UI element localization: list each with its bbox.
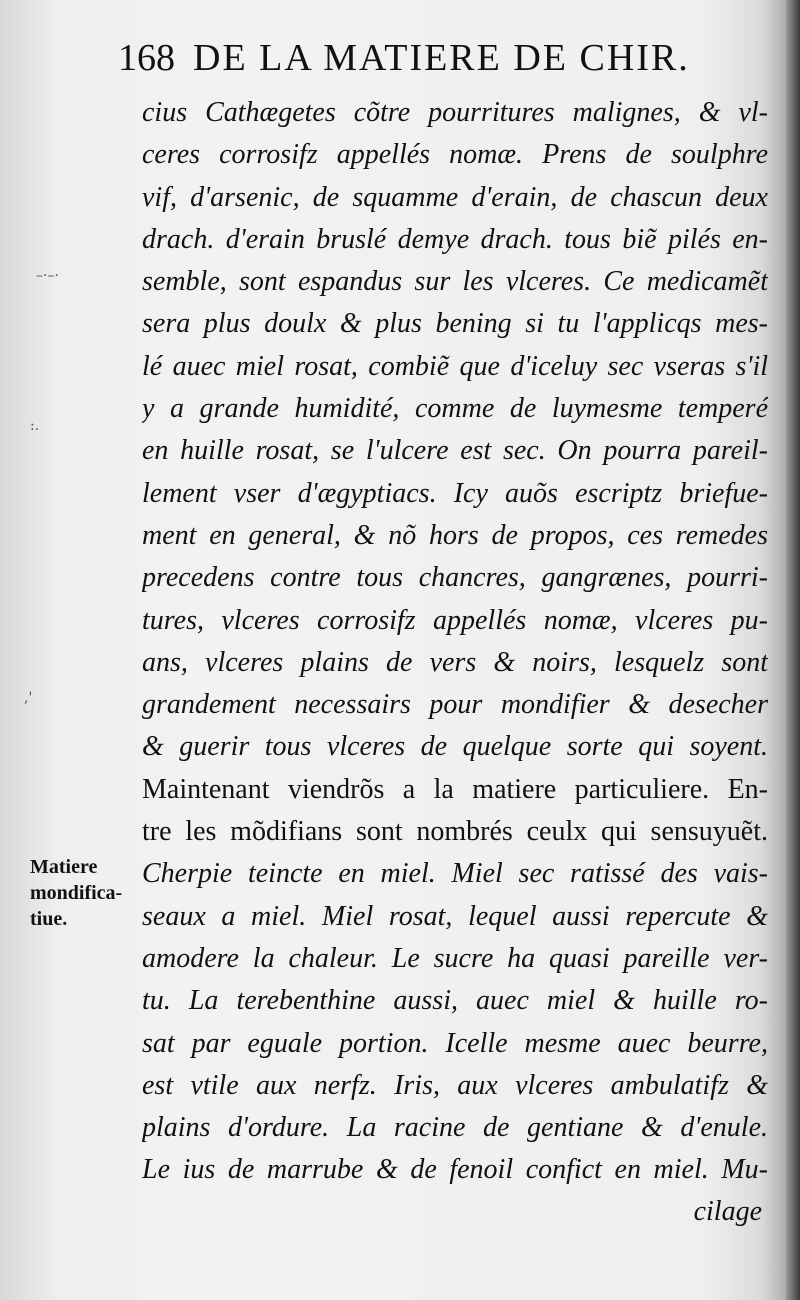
text-line: amodere la chaleur. Le sucre ha quasi pareille ver-: [142, 942, 768, 974]
page-number: 168: [118, 37, 175, 79]
text-line: Cherpie teincte en miel. Miel sec ratissé des vais-: [142, 858, 768, 890]
marginal-note-line: tiue.: [30, 908, 68, 930]
text-line: Maintenant viendrõs a la matiere particuliere. En-: [142, 773, 768, 805]
text-line: precedens contre tous chancres, gangrænes, pourri-: [142, 562, 768, 594]
text-line: cius Cathægetes cõtre pourritures malignes, & vl-: [142, 97, 768, 128]
text-line: tures, vlceres corrosifz appellés nomæ, vlceres pu-: [142, 604, 768, 636]
text-line: ment en general, & nõ hors de propos, ces remedes: [142, 519, 768, 551]
marginal-note-line: mondifica-: [30, 882, 123, 904]
page-header: [118, 36, 768, 96]
body-text: [142, 92, 768, 1192]
text-line: & guerir tous vlceres de quelque sorte qui soyent.: [142, 731, 768, 763]
text-line: tu. La terebenthine aussi, auec miel & huille ro-: [142, 985, 768, 1017]
marginal-note-line: Matiere: [30, 856, 98, 878]
text-line: drach. d'erain bruslé demye drach. tous biẽ pilés en-: [142, 223, 768, 255]
text-line: ceres corrosifz appellés nomæ. Prens de soulphre: [142, 139, 768, 171]
text-line: grandement necessairs pour mondifier & desecher: [142, 689, 768, 721]
text-line: sera plus doulx & plus bening si tu l'applicqs mes-: [142, 308, 768, 340]
text-line: en huille rosat, se l'ulcere est sec. On pourra pareil-: [142, 435, 768, 467]
text-line: seaux a miel. Miel rosat, lequel aussi repercute &: [142, 900, 768, 932]
text-line: plains d'ordure. La racine de gentiane & d'enule.: [142, 1112, 768, 1144]
text-line: est vtile aux nerfz. Iris, aux vlceres ambulatifz &: [142, 1069, 768, 1101]
text-line: semble, sont espandus sur les vlceres. Ce medicamẽt: [142, 266, 768, 298]
margin-mark: :.: [30, 418, 40, 434]
text-line: lé auec miel rosat, combiẽ que d'iceluy sec vseras s'il: [142, 350, 768, 382]
running-title: DE LA MATIERE DE CHIR.: [193, 37, 690, 79]
text-line: tre les mõdifians sont nombrés ceulx qui sensuyuẽt.: [142, 816, 768, 848]
page-edge-shadow: [786, 0, 800, 1300]
text-line: y a grande humidité, comme de luymesme temperé: [142, 393, 768, 425]
catchword: cilage: [693, 1196, 762, 1227]
marginal-note: [30, 854, 140, 932]
text-line: Le ius de marrube & de fenoil confict en miel. Mu-: [142, 1154, 768, 1186]
text-line: ans, vlceres plains de vers & noirs, lesquelz sont: [142, 646, 768, 678]
text-line: sat par eguale portion. Icelle mesme auec beurre,: [142, 1027, 768, 1059]
text-line: vif, d'arsenic, de squamme d'erain, de chascun deux: [142, 181, 768, 213]
margin-mark: –·–·: [36, 268, 59, 284]
margin-mark: ,': [24, 690, 33, 706]
text-line: lement vser d'ægyptiacs. Icy auõs escriptz briefue-: [142, 477, 768, 509]
